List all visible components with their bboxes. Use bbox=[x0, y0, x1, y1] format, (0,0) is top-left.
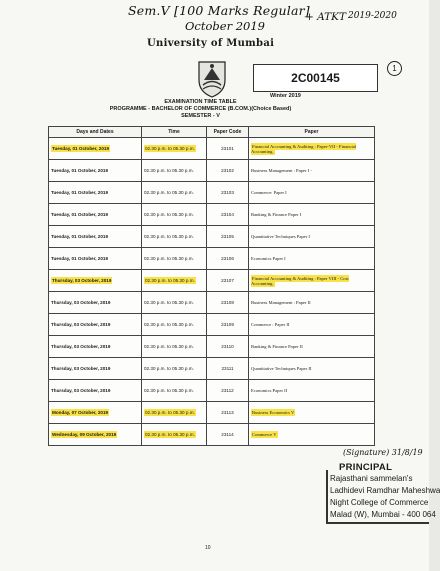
handwritten-month: October 2019 bbox=[185, 19, 266, 33]
cell-code bbox=[207, 380, 249, 402]
table-row bbox=[49, 204, 375, 226]
cell-time bbox=[142, 226, 207, 248]
cell-day bbox=[49, 160, 142, 182]
university-name: University of Mumbai bbox=[147, 38, 275, 49]
cell-code bbox=[207, 358, 249, 380]
timetable-body bbox=[49, 138, 375, 446]
table-row bbox=[49, 358, 375, 380]
table-row bbox=[49, 314, 375, 336]
cell-day bbox=[49, 380, 142, 402]
table-row bbox=[49, 292, 375, 314]
cell-code-text: 23114 bbox=[221, 432, 234, 437]
cell-day bbox=[49, 358, 142, 380]
exam-code: 2C00145 bbox=[253, 64, 378, 92]
cell-time-text: 02.30 p.m. to 05.30 p.m. bbox=[145, 278, 195, 283]
cell-time bbox=[142, 248, 207, 270]
cell-code bbox=[207, 402, 249, 424]
stamp-border-bottom bbox=[326, 522, 429, 524]
cell-paper bbox=[249, 402, 375, 424]
stamp-line: Rajasthani sammelan's bbox=[330, 474, 413, 483]
cell-code-text: 23110 bbox=[221, 344, 234, 349]
cell-paper bbox=[249, 314, 375, 336]
cell-code-text: 23105 bbox=[221, 234, 234, 239]
timetable bbox=[48, 126, 375, 446]
table-row bbox=[49, 248, 375, 270]
cell-day bbox=[49, 270, 142, 292]
cell-code-text: 23104 bbox=[221, 212, 234, 217]
cell-code bbox=[207, 424, 249, 446]
table-row bbox=[49, 160, 375, 182]
cell-paper-text: Economics Paper II bbox=[251, 388, 288, 393]
cell-paper-text: Commerce: Paper I bbox=[251, 190, 287, 195]
cell-day-text: Thursday, 03 October, 2019 bbox=[51, 344, 111, 349]
cell-paper-text: Commerce V bbox=[252, 432, 277, 437]
cell-paper-text: Business Management : Paper II bbox=[251, 300, 311, 305]
cell-paper-text: Economics Paper I bbox=[251, 256, 286, 261]
cell-day-text: Thursday, 03 October, 2019 bbox=[52, 278, 112, 283]
cell-paper bbox=[249, 138, 375, 160]
cell-time bbox=[142, 402, 207, 424]
cell-paper bbox=[249, 204, 375, 226]
circled-number: 1 bbox=[387, 61, 402, 76]
header-days: Days and Dates bbox=[49, 127, 142, 138]
cell-code bbox=[207, 270, 249, 292]
cell-paper bbox=[249, 358, 375, 380]
handwritten-note: Sem.V [100 Marks Regular] bbox=[128, 3, 310, 18]
cell-code-text: 23101 bbox=[221, 146, 234, 151]
table-row bbox=[49, 380, 375, 402]
cell-code-text: 23102 bbox=[221, 168, 234, 173]
cell-paper-text: Financial Accounting & Auditing : Paper-VII - Financial Accounting. bbox=[251, 143, 357, 154]
cell-day bbox=[49, 292, 142, 314]
cell-paper bbox=[249, 160, 375, 182]
handwritten-atkt: + ATKT bbox=[305, 11, 346, 23]
cell-time bbox=[142, 336, 207, 358]
cell-paper bbox=[249, 248, 375, 270]
cell-paper bbox=[249, 182, 375, 204]
cell-day bbox=[49, 402, 142, 424]
page-number: 10 bbox=[205, 545, 211, 551]
table-row bbox=[49, 270, 375, 292]
cell-day-text: Tuesday, 01 October, 2019 bbox=[51, 234, 109, 239]
cell-day bbox=[49, 336, 142, 358]
stamp-line: Ladhidevi Ramdhar Maheshwa bbox=[330, 486, 440, 495]
cell-paper bbox=[249, 270, 375, 292]
cell-time-text: 02.30 p.m. to 05.30 p.m. bbox=[144, 388, 194, 393]
cell-time bbox=[142, 138, 207, 160]
cell-code-text: 23113 bbox=[221, 410, 234, 415]
cell-code-text: 23103 bbox=[221, 190, 234, 195]
cell-time bbox=[142, 160, 207, 182]
handwritten-year: 2019-2020 bbox=[348, 11, 397, 21]
cell-day-text: Tuesday, 01 October, 2019 bbox=[51, 168, 109, 173]
cell-paper-text: Banking & Finance Paper I bbox=[251, 212, 302, 217]
timetable-title: EXAMINATION TIME TABLE bbox=[164, 99, 237, 105]
cell-day bbox=[49, 204, 142, 226]
header-paper: Paper bbox=[249, 127, 375, 138]
cell-day-text: Tuesday, 01 October, 2019 bbox=[52, 146, 110, 151]
cell-code bbox=[207, 204, 249, 226]
cell-paper bbox=[249, 424, 375, 446]
table-row bbox=[49, 182, 375, 204]
cell-paper bbox=[249, 380, 375, 402]
cell-time-text: 02.30 p.m. to 05.30 p.m. bbox=[144, 344, 194, 349]
semester-title: SEMESTER - V bbox=[181, 113, 220, 119]
cell-code-text: 23108 bbox=[221, 300, 234, 305]
stamp-line: Night College of Commerce bbox=[330, 498, 429, 507]
session-label: Winter 2019 bbox=[270, 93, 301, 99]
cell-paper-text: Quantitative Techniques Paper II bbox=[251, 366, 312, 371]
cell-time bbox=[142, 204, 207, 226]
cell-time-text: 02.30 p.m. to 05.30 p.m. bbox=[144, 190, 194, 195]
cell-paper bbox=[249, 292, 375, 314]
cell-time bbox=[142, 292, 207, 314]
cell-day bbox=[49, 314, 142, 336]
stamp-line: Malad (W), Mumbai - 400 064 bbox=[330, 510, 436, 519]
cell-time bbox=[142, 182, 207, 204]
cell-day bbox=[49, 424, 142, 446]
cell-paper bbox=[249, 336, 375, 358]
cell-time bbox=[142, 270, 207, 292]
programme-title: PROGRAMME - BACHELOR OF COMMERCE (B.COM.)(Choice Based) bbox=[109, 106, 292, 112]
cell-code-text: 23106 bbox=[221, 256, 234, 261]
cell-day-text: Tuesday, 01 October, 2019 bbox=[51, 256, 109, 261]
principal-title: PRINCIPAL bbox=[339, 462, 393, 473]
cell-code-text: 23112 bbox=[221, 388, 234, 393]
cell-time bbox=[142, 424, 207, 446]
stamp-border bbox=[326, 470, 328, 522]
cell-day-text: Thursday, 03 October, 2019 bbox=[51, 366, 111, 371]
cell-day-text: Wednesday, 09 October, 2019 bbox=[52, 432, 117, 437]
cell-time-text: 02.30 p.m. to 05.30 p.m. bbox=[144, 322, 194, 327]
table-row bbox=[49, 402, 375, 424]
cell-time-text: 02.30 p.m. to 05.30 p.m. bbox=[144, 366, 194, 371]
cell-day bbox=[49, 226, 142, 248]
cell-time-text: 02.30 p.m. to 05.30 p.m. bbox=[144, 168, 194, 173]
cell-paper-text: Commerce : Paper II bbox=[251, 322, 290, 327]
cell-paper-text: Business Management : Paper I - bbox=[251, 168, 312, 173]
cell-day bbox=[49, 138, 142, 160]
cell-code-text: 23109 bbox=[221, 322, 234, 327]
cell-paper-text: Quantitative Techniques Paper I bbox=[251, 234, 310, 239]
cell-time bbox=[142, 314, 207, 336]
cell-time-text: 02.30 p.m. to 05.30 p.m. bbox=[144, 212, 194, 217]
cell-day-text: Monday, 07 October, 2019 bbox=[52, 410, 109, 415]
cell-code-text: 23111 bbox=[221, 366, 234, 371]
cell-paper-text: Business Economics V bbox=[252, 410, 295, 415]
cell-code bbox=[207, 138, 249, 160]
cell-day bbox=[49, 248, 142, 270]
cell-paper-text: Financial Accounting & Auditing : Paper VIII - Cost Accounting. bbox=[251, 275, 349, 286]
cell-day-text: Thursday, 03 October, 2019 bbox=[51, 322, 111, 327]
cell-time-text: 02.30 p.m. to 05.30 p.m. bbox=[144, 256, 194, 261]
cell-time bbox=[142, 358, 207, 380]
cell-time bbox=[142, 380, 207, 402]
cell-paper bbox=[249, 226, 375, 248]
cell-code bbox=[207, 248, 249, 270]
cell-paper-text: Banking & Finance Paper II bbox=[251, 344, 303, 349]
header-time: Time bbox=[142, 127, 207, 138]
cell-time-text: 02.30 p.m. to 05.30 p.m. bbox=[145, 146, 195, 151]
cell-day-text: Thursday, 03 October, 2019 bbox=[51, 388, 111, 393]
table-header-row bbox=[49, 127, 375, 138]
principal-signature: (Signature) 31/8/19 bbox=[343, 448, 423, 457]
cell-day-text: Tuesday, 01 October, 2019 bbox=[51, 190, 109, 195]
cell-day bbox=[49, 182, 142, 204]
header-code: Paper Code bbox=[207, 127, 249, 138]
cell-code bbox=[207, 314, 249, 336]
cell-code-text: 23107 bbox=[221, 278, 234, 283]
cell-day-text: Thursday, 03 October, 2019 bbox=[51, 300, 111, 305]
cell-code bbox=[207, 182, 249, 204]
cell-day-text: Tuesday, 01 October, 2019 bbox=[51, 212, 109, 217]
cell-time-text: 02.30 p.m. to 05.30 p.m. bbox=[144, 300, 194, 305]
cell-code bbox=[207, 160, 249, 182]
table-row bbox=[49, 424, 375, 446]
cell-code bbox=[207, 336, 249, 358]
cell-time-text: 02.30 p.m. to 05.30 p.m. bbox=[145, 432, 195, 437]
table-row bbox=[49, 336, 375, 358]
table-row bbox=[49, 226, 375, 248]
cell-time-text: 02.30 p.m. to 05.30 p.m. bbox=[144, 234, 194, 239]
cell-time-text: 02.30 p.m. to 05.30 p.m. bbox=[145, 410, 195, 415]
table-row bbox=[49, 138, 375, 160]
cell-code bbox=[207, 292, 249, 314]
cell-code bbox=[207, 226, 249, 248]
university-seal-icon bbox=[195, 58, 229, 98]
